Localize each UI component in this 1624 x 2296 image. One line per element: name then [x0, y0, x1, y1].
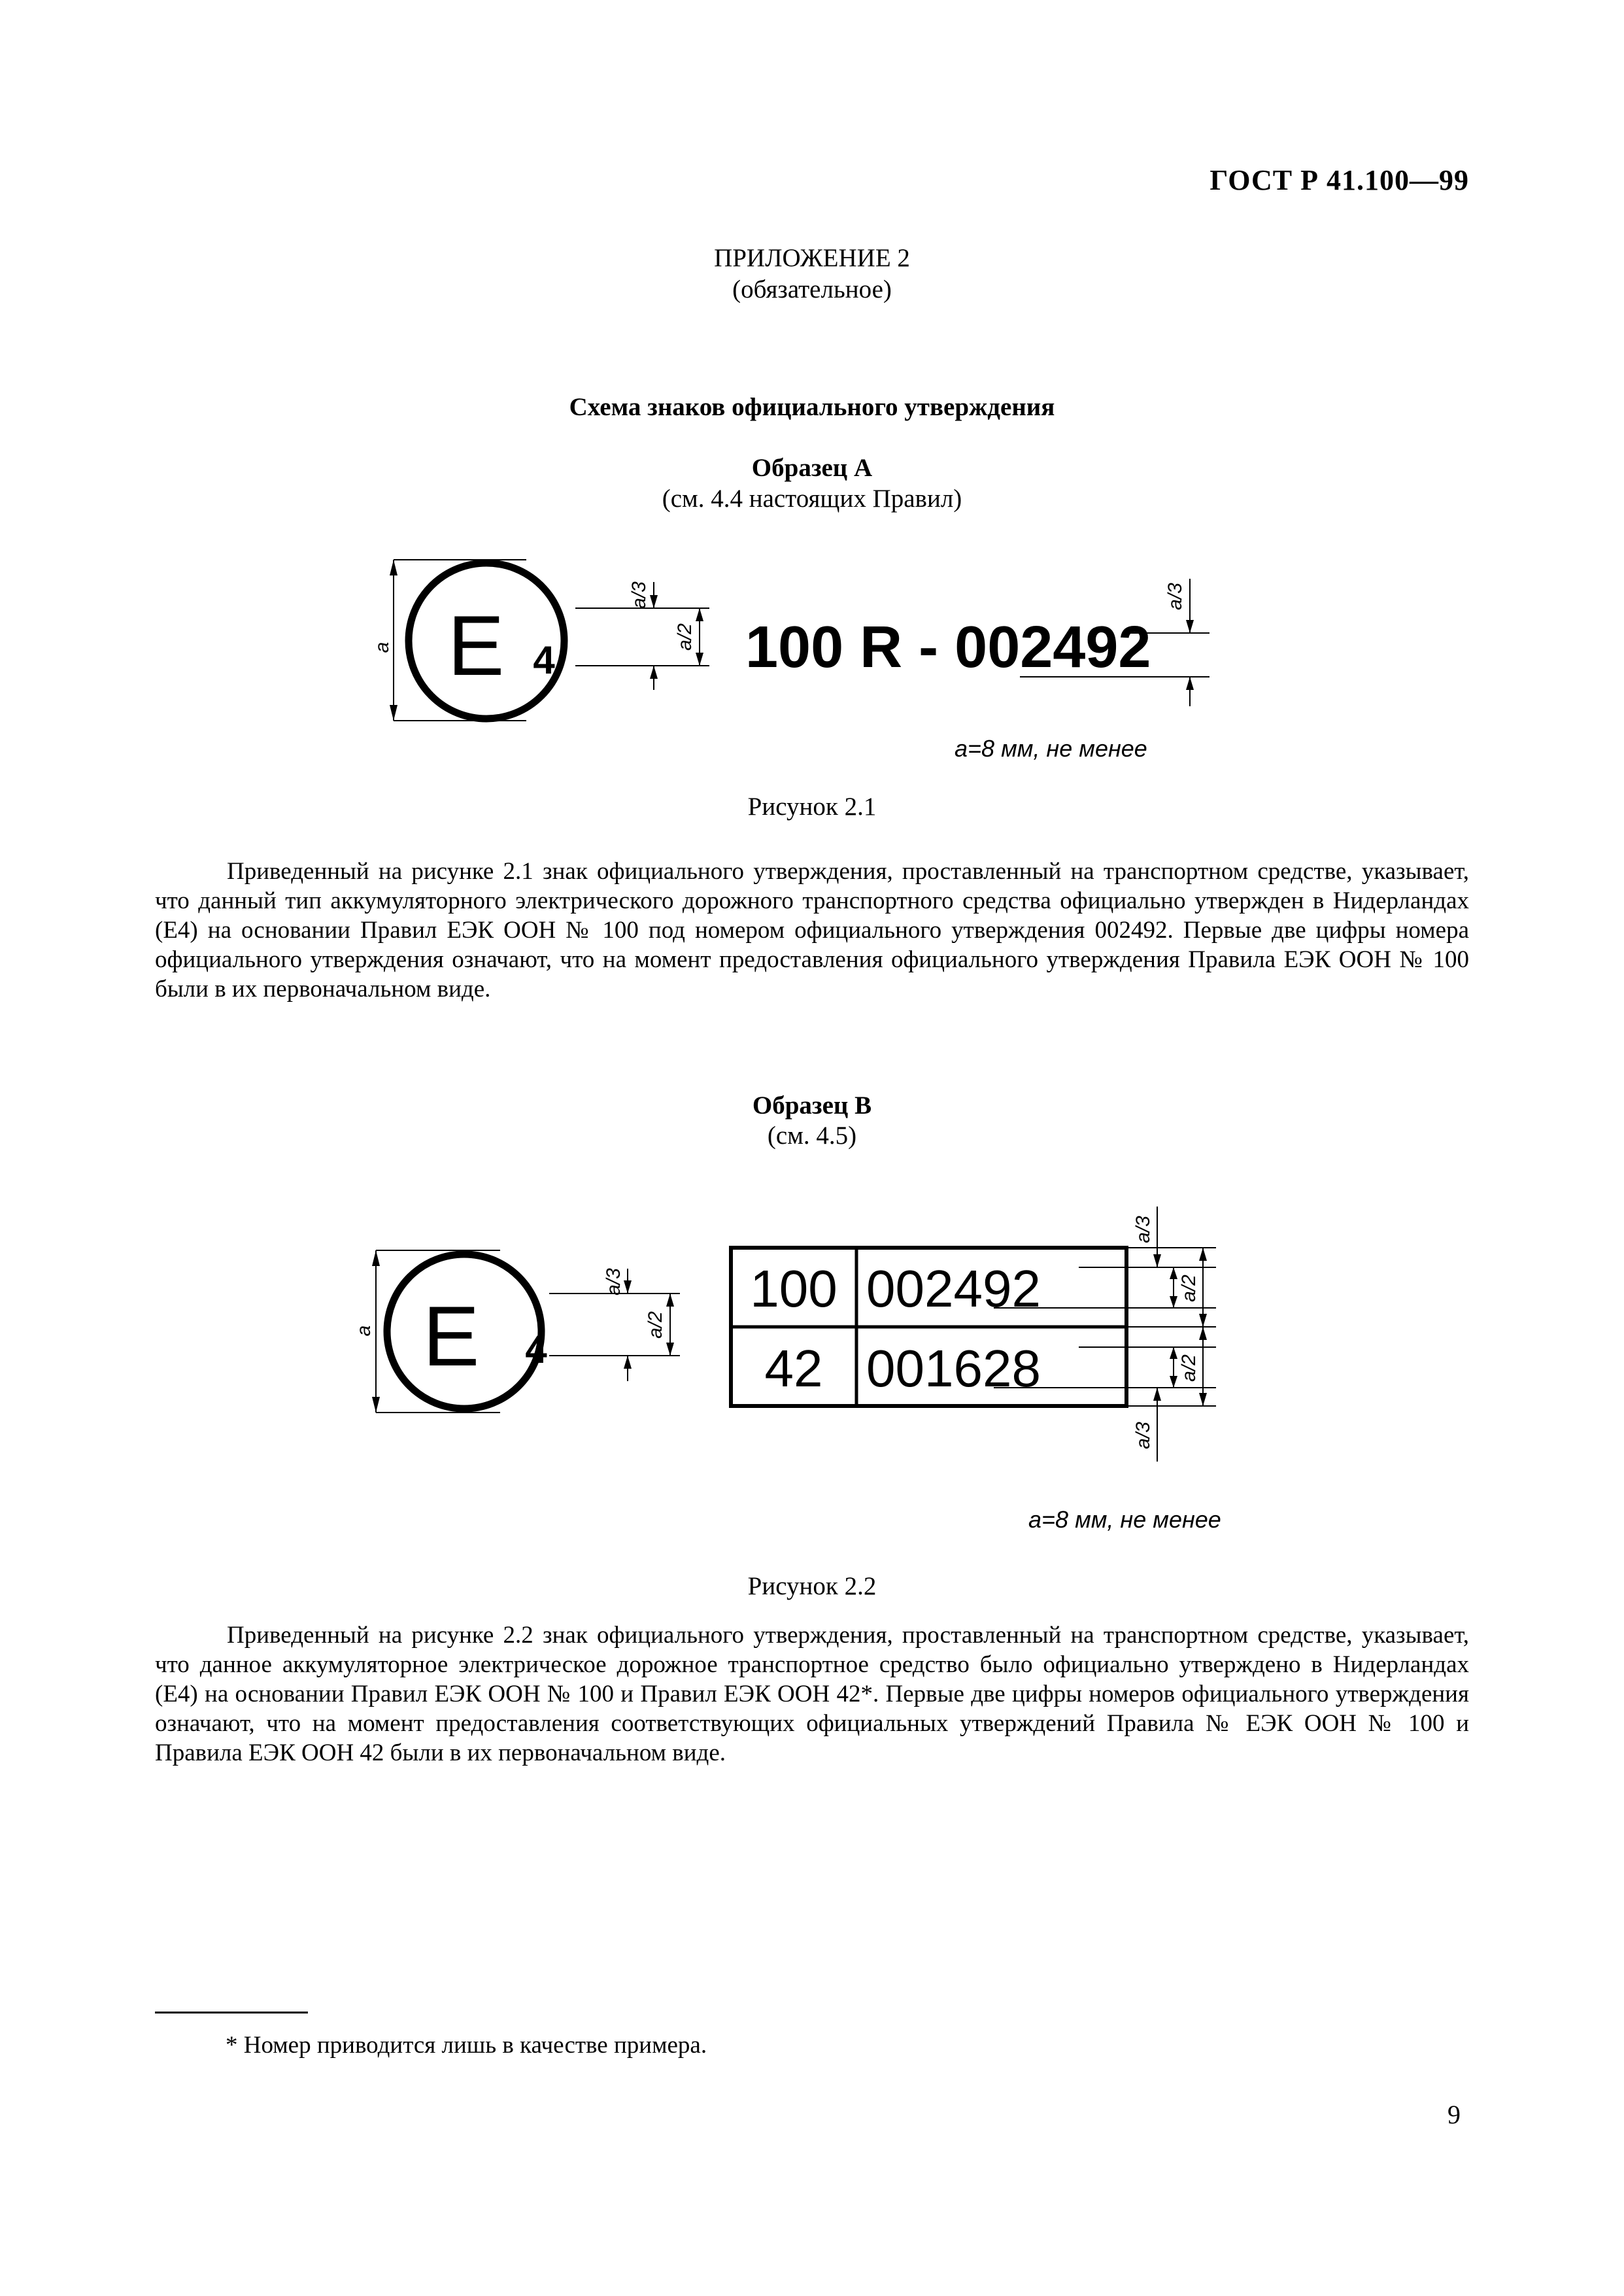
- figure-2-2: [340, 1197, 1281, 1471]
- sample-b-ref: (см. 4.5): [767, 1122, 857, 1150]
- dim-a3-label-b: a/3: [603, 1268, 624, 1295]
- figure-2-1-caption: Рисунок 2.1: [747, 793, 877, 821]
- standard-number: ГОСТ Р 41.100—99: [1210, 164, 1469, 196]
- approval-code: 100 R - 002492: [745, 615, 1151, 680]
- page-number: 9: [1447, 2100, 1461, 2129]
- dim-a2-label: a/2: [674, 623, 696, 651]
- dim-a2-top-label: a/2: [1178, 1275, 1200, 1302]
- appendix-title: ПРИЛОЖЕНИЕ 2: [714, 244, 910, 272]
- dim-a3-label: a/3: [628, 581, 650, 609]
- table-row1-approval: 002492: [866, 1259, 1041, 1318]
- section-title: Схема знаков официального утверждения: [569, 393, 1055, 421]
- dim-a3-bottom-label: a/3: [1132, 1422, 1154, 1449]
- paragraph-a: Приведенный на рисунке 2.1 знак официального утверждения, проставленный на транспортном средстве, указывает, что данный тип аккумуляторного электрического дорожного транспортного средства официально утвержден в Нидерландах (Е4) на основании Правил ЕЭК ООН № 100 под номером официального утверждения 002492. Первые две цифры номера официального утверждения означают, что на момент предоставления официального утверждения Правила ЕЭК ООН № 100 были в их первоначальном виде.: [155, 858, 1469, 1002]
- appendix-subtitle: (обязательное): [732, 275, 892, 303]
- figure-2-2-caption: Рисунок 2.2: [747, 1572, 877, 1600]
- footnote: * Номер приводится лишь в качестве примера.: [226, 2032, 707, 2059]
- sample-a-title: Образец А: [751, 454, 873, 482]
- paragraph-b: Приведенный на рисунке 2.2 знак официального утверждения, проставленный на транспортном средстве, указывает, что данное аккумуляторное электрическое дорожное транспортное средство было официально утверждено в Нидерландах (Е4) на основании Правил ЕЭК ООН № 100 и Правил ЕЭК ООН 42*. Первые две цифры номеров официального утверждения означают, что на момент предоставления соответствующих официальных утверждений Правила № ЕЭК ООН № 100 и Правила ЕЭК ООН 42 были в их первоначальном виде.: [155, 1622, 1469, 1766]
- dim-a3-right-label: a/3: [1164, 583, 1186, 610]
- dim-a2-label-b: a/2: [645, 1311, 666, 1339]
- mark-letter: E: [447, 598, 505, 693]
- mark-number-b: 4: [525, 1328, 547, 1371]
- dim-a3-top-label: a/3: [1132, 1216, 1154, 1243]
- dim-a-label: a: [371, 642, 393, 653]
- footnote-divider: [155, 2012, 308, 2013]
- table-row2-regulation: 42: [764, 1339, 823, 1397]
- size-note-a: a=8 мм, не менее: [955, 735, 1147, 762]
- dim-a2-bottom-label: a/2: [1178, 1354, 1200, 1382]
- mark-number: 4: [533, 638, 555, 682]
- mark-letter-b: E: [422, 1288, 480, 1384]
- dim-a-label-b: a: [353, 1325, 375, 1337]
- size-note-b: a=8 мм, не менее: [1028, 1506, 1221, 1533]
- sample-a-ref: (см. 4.4 настоящих Правил): [662, 485, 962, 513]
- table-row2-approval: 001628: [866, 1339, 1041, 1397]
- sample-b-title: Образец В: [752, 1091, 872, 1120]
- table-row1-regulation: 100: [750, 1259, 837, 1318]
